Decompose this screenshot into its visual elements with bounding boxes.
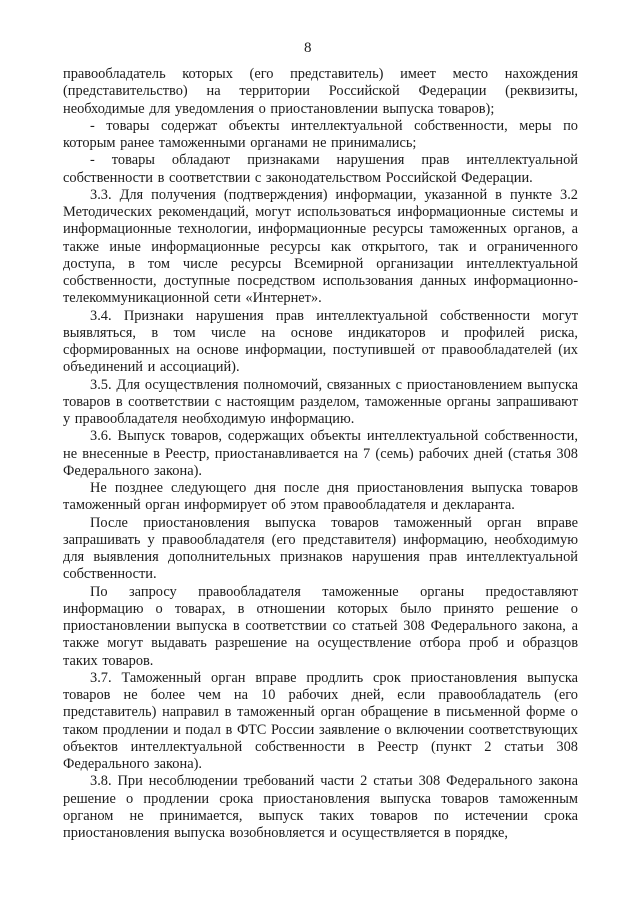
paragraph: По запросу правообладателя таможенные органы предоставляют информацию о товарах, в отношении которых было принято решение о приостановлении выпуска в соответствии со статьей 308 Федерального закона, а также могут выдавать разрешение на осуществление отбора проб и образцов таких товаров.: [63, 583, 578, 669]
paragraph: - товары обладают признаками нарушения прав интеллектуальной собственности в соответствии с законодательством Российской Федерации.: [63, 152, 578, 186]
paragraph: 3.4. Признаки нарушения прав интеллектуальной собственности могут выявляться, в том числе на основе индикаторов и профилей риска, сформированных на основе информации, поступившей от правообладателей (их объединений и ассоциаций).: [63, 307, 578, 376]
paragraph: 3.7. Таможенный орган вправе продлить срок приостановления выпуска товаров не более чем на 10 рабочих дней, если правообладатель (его представитель) направил в таможенный орган обращение в письменной форме о таком продлении и подал в ФТС России заявление о включении соответствующих объектов интеллектуальной собственности в Реестр (пункт 2 статьи 308 Федерального закона).: [63, 669, 578, 772]
paragraph: 3.8. При несоблюдении требований части 2 статьи 308 Федерального закона решение о продлении срока приостановления выпуска товаров таможенным органом не принимается, выпуск таких товаров по истечении срока приостановления выпуска возобновляется и осуществляется в порядке,: [63, 773, 578, 841]
paragraph: - товары содержат объекты интеллектуальной собственности, меры по которым ранее таможенными органами не принимались;: [63, 117, 578, 151]
paragraph: 3.3. Для получения (подтверждения) информации, указанной в пункте 3.2 Методических рекомендаций, могут использоваться информационные системы и информационные технологии, информационные ресурсы таможенных органов, а также иные информационные ресурсы как открытого, так и ограниченного доступа, в том числе ресурсы Всемирной организации интеллектуальной собственности, доступные посредством использования данных информационно-телекоммуникационной сети «Интернет».: [63, 186, 578, 307]
paragraph: После приостановления выпуска товаров таможенный орган вправе запрашивать у правообладателя (его представителя) информацию, необходимую для выявления дополнительных признаков нарушения прав интеллектуальной собственности.: [63, 514, 578, 583]
document-body: [63, 66, 578, 842]
paragraph: правообладатель которых (его представитель) имеет место нахождения (представительство) на территории Российской Федерации (реквизиты, необходимые для уведомления о приостановлении выпуска товаров);: [63, 66, 578, 117]
paragraph: Не позднее следующего дня после дня приостановления выпуска товаров таможенный орган информирует об этом правообладателя и декларанта.: [63, 480, 578, 514]
paragraph: 3.5. Для осуществления полномочий, связанных с приостановлением выпуска товаров в соответствии с настоящим разделом, таможенные органы запрашивают у правообладателя необходимую информацию.: [63, 376, 578, 427]
page-number: 8: [304, 40, 312, 56]
paragraph: 3.6. Выпуск товаров, содержащих объекты интеллектуальной собственности, не внесенные в Реестр, приостанавливается на 7 (семь) рабочих дней (статья 308 Федерального закона).: [63, 428, 578, 479]
